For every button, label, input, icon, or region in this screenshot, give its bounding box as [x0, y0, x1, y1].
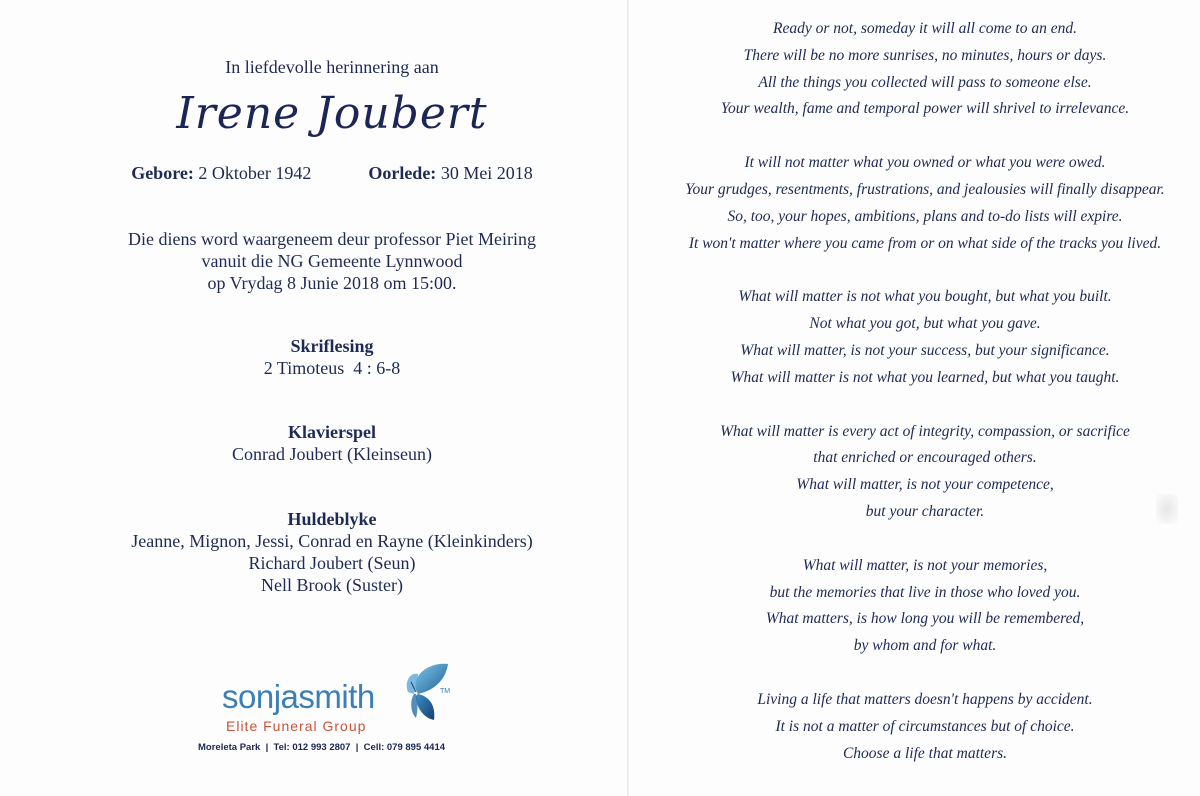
poem-line: It is not a matter of circumstances but of choice. — [775, 717, 1075, 735]
poem-stanza — [630, 16, 1200, 123]
service-line: Die diens word waargeneem deur professor Piet Meiring — [127, 229, 537, 249]
memorial-intro: In liefdevolle herinnering aan — [225, 57, 439, 77]
born-label: Gebore: — [131, 163, 194, 183]
poem-line: but your character. — [865, 502, 985, 520]
section-line: Nell Brook (Suster) — [261, 575, 403, 595]
section-line: 2 Timoteus 4 : 6-8 — [263, 358, 401, 378]
poem-stanza — [630, 284, 1200, 391]
service-details — [0, 228, 664, 294]
died-label: Oorlede: — [368, 163, 437, 183]
poem-line: Ready or not, someday it will all come to an end. — [773, 20, 1077, 37]
brand-tagline: Elite Funeral Group — [226, 718, 367, 734]
poem-line: that enriched or encouraged others. — [813, 449, 1037, 467]
poem-line: All the things you collected will pass to someone else. — [758, 73, 1092, 91]
poem-line: So, too, your hopes, ambitions, plans and to-do lists will expire. — [727, 207, 1123, 225]
poem-line: Your grudges, resentments, frustrations, and jealousies will finally disappear. — [685, 180, 1165, 198]
poem-line: by whom and for what. — [853, 637, 997, 655]
section-tributes — [0, 508, 664, 596]
poem-line: What will matter is not what you bought, but what you built. — [738, 288, 1112, 306]
trademark: TM — [440, 688, 451, 695]
section-heading: Klavierspel — [288, 422, 376, 442]
poem-line: What will matter, is not your memories, — [802, 556, 1048, 574]
funeral-logo — [196, 660, 486, 760]
poem-line: It will not matter what you owned or what you were owed. — [744, 154, 1106, 172]
poem-stanza — [630, 687, 1200, 767]
page-fold — [627, 0, 629, 796]
poem-line: What will matter is every act of integrity, compassion, or sacrifice — [720, 422, 1130, 440]
poem-line: Your wealth, fame and temporal power will shrivel to irrelevance. — [720, 100, 1130, 118]
paper-smudge — [1156, 494, 1178, 524]
section-scripture — [0, 335, 664, 379]
poem-line: What will matter, is not your success, but your significance. — [740, 341, 1110, 359]
section-line: Conrad Joubert (Kleinseun) — [232, 444, 432, 464]
section-piano — [0, 421, 664, 465]
section-line: Jeanne, Mignon, Jessi, Conrad en Rayne (Kleinkinders) — [131, 531, 533, 551]
poem-line: It won't matter where you came from or on what side of the tracks you lived. — [688, 234, 1162, 252]
poem-line: Living a life that matters doesn't happens by accident. — [757, 690, 1093, 708]
died-date: 30 Mei 2018 — [440, 163, 533, 183]
poem-line: Choose a life that matters. — [842, 744, 1008, 762]
born-date: 2 Oktober 1942 — [198, 163, 312, 183]
poem-line: What matters, is how long you will be remembered, — [765, 610, 1085, 628]
poem-line: What will matter, is not your competence, — [796, 476, 1054, 494]
poem-line: Not what you got, but what you gave. — [809, 315, 1041, 333]
section-heading: Huldeblyke — [287, 509, 377, 529]
contact-info: Moreleta Park | Tel: 012 993 2807 | Cell: 079 895 4414 — [198, 742, 446, 753]
section-heading: Skriflesing — [290, 336, 374, 356]
poem-stanza — [630, 150, 1200, 257]
brand-name: sonjasmith — [222, 678, 375, 715]
service-line: op Vrydag 8 Junie 2018 om 15:00. — [207, 273, 457, 293]
section-line: Richard Joubert (Seun) — [248, 553, 416, 573]
right-page — [630, 0, 1200, 796]
deceased-name: Irene Joubert — [176, 88, 488, 139]
life-dates — [0, 163, 664, 184]
poem — [630, 16, 1200, 794]
service-line: vanuit die NG Gemeente Lynnwood — [201, 251, 463, 271]
poem-line: What will matter is not what you learned, but what you taught. — [730, 368, 1120, 386]
poem-stanza — [630, 553, 1200, 660]
poem-line: but the memories that live in those who loved you. — [769, 583, 1081, 601]
poem-line: There will be no more sunrises, no minutes, hours or days. — [743, 46, 1107, 64]
poem-stanza — [630, 419, 1200, 526]
